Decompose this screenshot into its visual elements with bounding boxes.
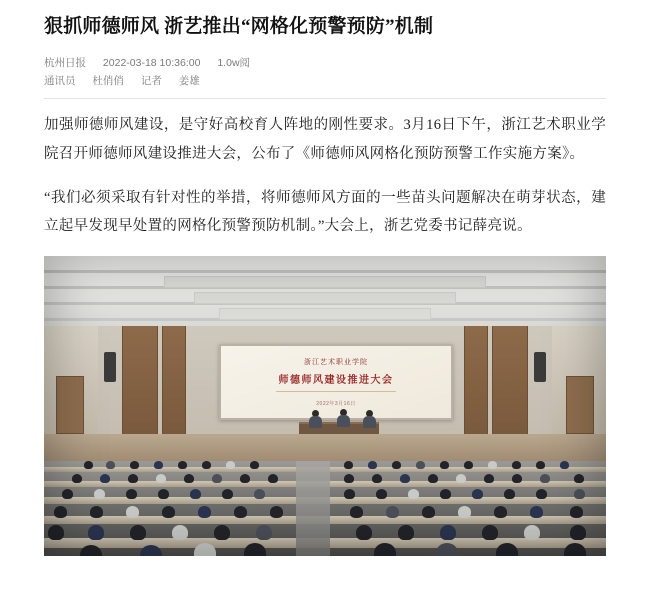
screen-main-text: 师德师风建设推进大会	[278, 375, 394, 387]
center-aisle	[296, 461, 330, 556]
article-paragraph-1: 加强师德师风建设，是守好高校育人阵地的刚性要求。3月16日下午，浙江艺术职业学院召开师德师风建设推进大会，公布了《师德师风网格化预防预警工作实施方案》。	[44, 117, 606, 162]
wood-panel-left	[122, 326, 158, 434]
screen-date: 2022年3月16日	[316, 401, 356, 408]
ceiling	[44, 256, 606, 328]
conference-photo	[44, 256, 606, 556]
meta-datetime: 2022-03-18 10:36:00	[102, 56, 201, 69]
screen-title: 浙江艺术职业学院	[304, 359, 368, 367]
panelist-body-2	[337, 415, 350, 427]
meta-divider	[44, 98, 606, 99]
meta-byline-role: 通讯员	[44, 75, 76, 88]
meta-source: 杭州日报	[44, 56, 86, 69]
speaker-left	[104, 352, 116, 382]
meta-byline-name: 杜俏俏	[92, 75, 124, 88]
meta-reporter-name: 姜雄	[178, 75, 200, 88]
wood-panel-right	[492, 326, 528, 434]
wood-panel-left-2	[162, 326, 186, 434]
projection-screen	[219, 344, 453, 420]
wood-panel-right-2	[464, 326, 488, 434]
meta-line-primary	[44, 54, 606, 72]
speaker-right	[534, 352, 546, 382]
meta-views: 1.0w阅	[217, 56, 251, 69]
meta-line-byline	[44, 72, 606, 90]
meta-reporter-role: 记者	[140, 75, 162, 88]
panelist-body-1	[309, 416, 322, 428]
article-paragraph-2: “我们必须采取有针对性的举措，将师德师风方面的一些苗头问题解决在萌芽状态，建立起早发现早处置的网格化预警预防机制。”大会上，浙艺党委书记薛亮说。	[44, 189, 606, 235]
article-photo-wrap	[44, 256, 606, 556]
panelist-body-3	[363, 416, 376, 428]
door-right	[566, 376, 594, 434]
door-left	[56, 376, 84, 434]
page-title: 狠抓师德师风 浙艺推出“网格化预警预防”机制	[44, 16, 434, 37]
article-meta	[44, 54, 606, 91]
screen-rule	[276, 391, 396, 392]
stage-floor	[44, 434, 606, 464]
article-body	[44, 111, 606, 240]
